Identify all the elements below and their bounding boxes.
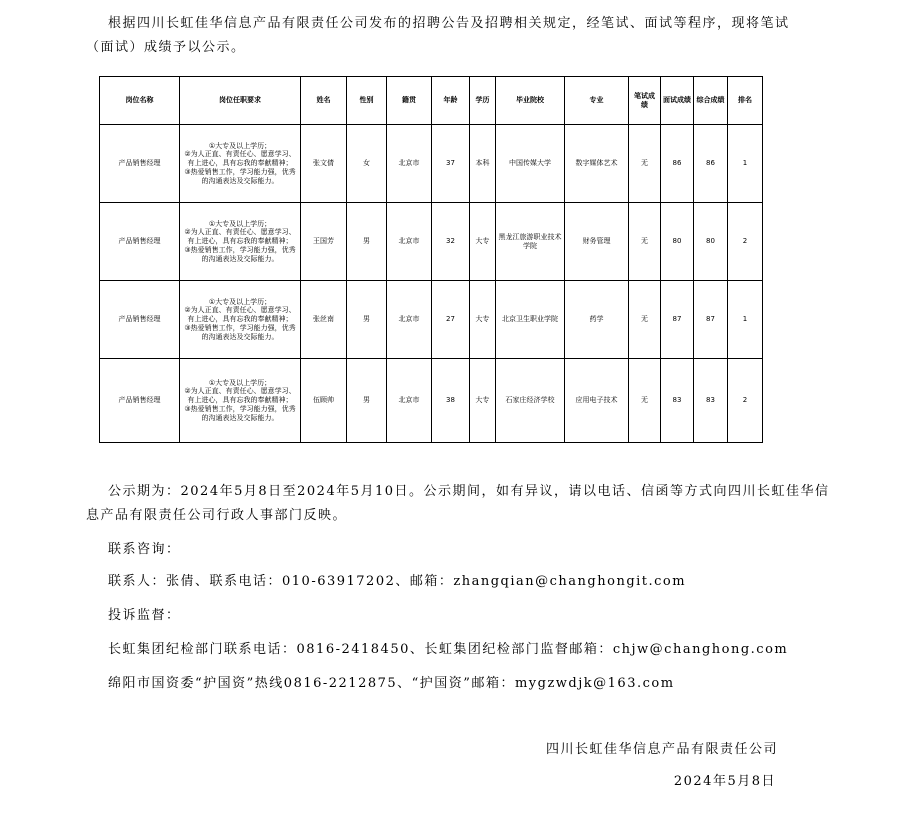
cell-major: 药学 — [565, 281, 629, 359]
header-requirements: 岗位任职要求 — [180, 77, 301, 125]
cell-total-score: 83 — [694, 359, 728, 443]
cell-total-score: 80 — [694, 203, 728, 281]
cell-written-score: 无 — [629, 203, 661, 281]
complaint-line-1: 长虹集团纪检部门联系电话：0816-2418450、长虹集团纪检部门监督邮箱：chjw@changhong.com — [108, 642, 789, 657]
cell-rank: 2 — [728, 359, 763, 443]
header-major: 专业 — [565, 77, 629, 125]
header-name: 姓名 — [301, 77, 347, 125]
cell-age: 27 — [432, 281, 470, 359]
cell-education: 大专 — [470, 203, 496, 281]
header-written-score: 笔试成绩 — [629, 77, 661, 125]
cell-major: 财务管理 — [565, 203, 629, 281]
cell-origin: 北京市 — [387, 125, 432, 203]
cell-interview-score: 86 — [661, 125, 694, 203]
cell-requirements: ①大专及以上学历； ②为人正直、有责任心、愿意学习、有上进心，具有忘我的奉献精神； ③热爱销售工作，学习能力强，优秀的沟通表达及交际能力。 — [180, 125, 301, 203]
contact-line: 联系人：张倩、联系电话：010-63917202、邮箱：zhangqian@changhongit.com — [108, 574, 687, 589]
header-origin: 籍贯 — [387, 77, 432, 125]
cell-age: 37 — [432, 125, 470, 203]
cell-gender: 男 — [347, 359, 387, 443]
cell-name: 伍顾帅 — [301, 359, 347, 443]
cell-gender: 男 — [347, 203, 387, 281]
cell-education: 大专 — [470, 281, 496, 359]
cell-interview-score: 80 — [661, 203, 694, 281]
table-row — [100, 359, 763, 443]
cell-requirements: ①大专及以上学历； ②为人正直、有责任心、愿意学习、有上进心，具有忘我的奉献精神； ③热爱销售工作，学习能力强，优秀的沟通表达及交际能力。 — [180, 359, 301, 443]
cell-name: 王国芳 — [301, 203, 347, 281]
cell-age: 38 — [432, 359, 470, 443]
header-interview-score: 面试成绩 — [661, 77, 694, 125]
cell-school: 中国传媒大学 — [496, 125, 565, 203]
table-row — [100, 203, 763, 281]
header-education: 学历 — [470, 77, 496, 125]
cell-position: 产品销售经理 — [100, 203, 180, 281]
header-gender: 性别 — [347, 77, 387, 125]
header-position: 岗位名称 — [100, 77, 180, 125]
cell-rank: 2 — [728, 203, 763, 281]
cell-name: 张文倩 — [301, 125, 347, 203]
contact-heading: 联系咨询： — [108, 542, 181, 557]
header-school: 毕业院校 — [496, 77, 565, 125]
cell-total-score: 86 — [694, 125, 728, 203]
cell-origin: 北京市 — [387, 203, 432, 281]
cell-written-score: 无 — [629, 125, 661, 203]
signature-date: 2024年5月8日 — [673, 774, 776, 789]
cell-major: 应用电子技术 — [565, 359, 629, 443]
cell-gender: 男 — [347, 281, 387, 359]
cell-name: 张丝南 — [301, 281, 347, 359]
notice-period-line-2: 息产品有限责任公司行政人事部门反映。 — [86, 508, 348, 523]
cell-rank: 1 — [728, 125, 763, 203]
intro-line-2: （面试）成绩予以公示。 — [86, 40, 246, 55]
cell-total-score: 87 — [694, 281, 728, 359]
cell-position: 产品销售经理 — [100, 281, 180, 359]
cell-major: 数字媒体艺术 — [565, 125, 629, 203]
header-age: 年龄 — [432, 77, 470, 125]
header-rank: 排名 — [728, 77, 763, 125]
cell-rank: 1 — [728, 281, 763, 359]
complaint-heading: 投诉监督： — [108, 608, 181, 623]
table-header-row — [100, 77, 763, 125]
complaint-line-2: 绵阳市国资委“护国资”热线0816-2212875、“护国资”邮箱：mygzwdjk@163.com — [108, 676, 675, 691]
intro-line-1: 根据四川长虹佳华信息产品有限责任公司发布的招聘公告及招聘相关规定，经笔试、面试等程序，现将笔试 — [108, 16, 790, 31]
notice-period-line-1: 公示期为：2024年5月8日至2024年5月10日。公示期间，如有异议，请以电话、信函等方式向四川长虹佳华信 — [108, 484, 830, 499]
cell-position: 产品销售经理 — [100, 125, 180, 203]
cell-school: 石家庄经济学校 — [496, 359, 565, 443]
cell-gender: 女 — [347, 125, 387, 203]
results-table — [99, 76, 763, 443]
cell-education: 大专 — [470, 359, 496, 443]
cell-written-score: 无 — [629, 359, 661, 443]
cell-school: 黑龙江旅游职业技术学院 — [496, 203, 565, 281]
cell-origin: 北京市 — [387, 359, 432, 443]
cell-requirements: ①大专及以上学历； ②为人正直、有责任心、愿意学习、有上进心，具有忘我的奉献精神； ③热爱销售工作，学习能力强，优秀的沟通表达及交际能力。 — [180, 203, 301, 281]
cell-age: 32 — [432, 203, 470, 281]
cell-written-score: 无 — [629, 281, 661, 359]
cell-requirements: ①大专及以上学历； ②为人正直、有责任心、愿意学习、有上进心，具有忘我的奉献精神； ③热爱销售工作，学习能力强，优秀的沟通表达及交际能力。 — [180, 281, 301, 359]
table-row — [100, 125, 763, 203]
cell-origin: 北京市 — [387, 281, 432, 359]
signature-company: 四川长虹佳华信息产品有限责任公司 — [545, 742, 778, 757]
cell-position: 产品销售经理 — [100, 359, 180, 443]
cell-school: 北京卫生职业学院 — [496, 281, 565, 359]
cell-education: 本科 — [470, 125, 496, 203]
cell-interview-score: 83 — [661, 359, 694, 443]
table-row — [100, 281, 763, 359]
cell-interview-score: 87 — [661, 281, 694, 359]
header-total-score: 综合成绩 — [694, 77, 728, 125]
